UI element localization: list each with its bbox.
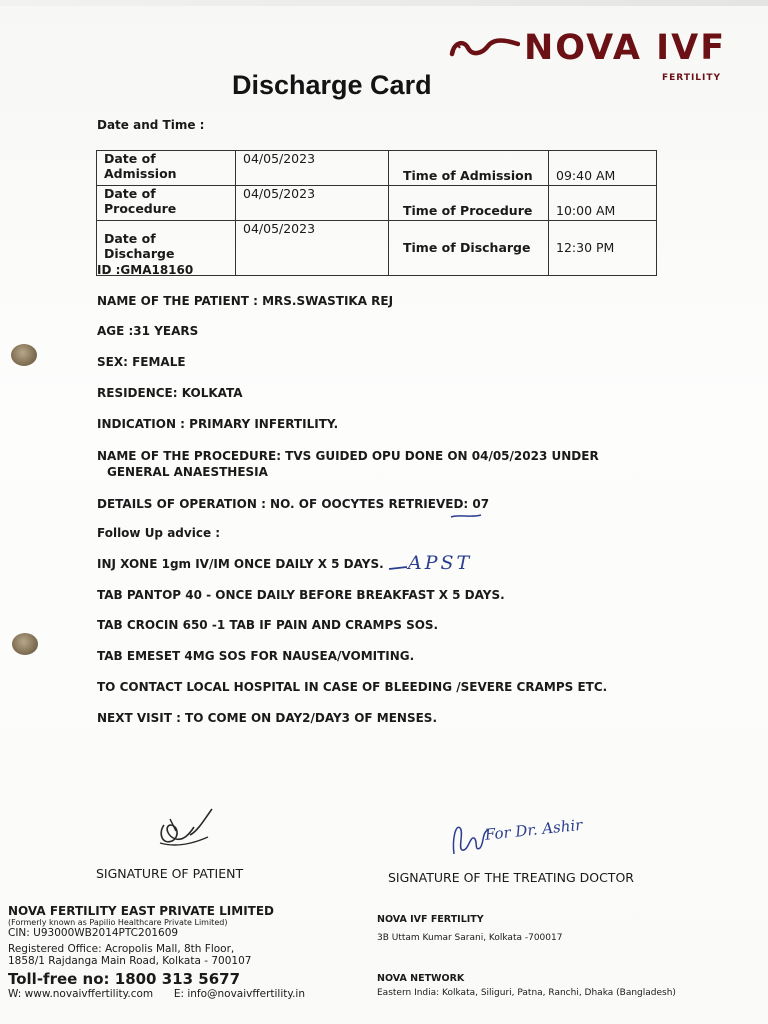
- table-cell-value: 04/05/2023: [236, 221, 389, 276]
- follow-up-item: NEXT VISIT : TO COME ON DAY2/DAY3 OF MENSES.: [97, 711, 438, 725]
- patient-name: NAME OF THE PATIENT : MRS.SWASTIKA REJ: [97, 294, 394, 308]
- doctor-signature-mark: [448, 818, 490, 858]
- footer-email: E: info@novaivffertility.in: [173, 988, 305, 1000]
- punch-hole: [11, 344, 37, 366]
- follow-up-heading: Follow Up advice :: [97, 526, 221, 540]
- table-cell-label: Date of Procedure: [97, 186, 236, 221]
- table-cell-label: Date of Discharge: [97, 221, 236, 276]
- footer-office-line-2: 1858/1 Rajdanga Main Road, Kolkata - 700107: [8, 955, 252, 967]
- table-cell-value: 04/05/2023: [236, 151, 389, 186]
- date-time-label: Date and Time :: [97, 118, 205, 132]
- doctor-signature-caption: SIGNATURE OF THE TREATING DOCTOR: [388, 870, 634, 885]
- table-cell-label: Time of Procedure: [389, 186, 549, 221]
- patient-signature-caption: SIGNATURE OF PATIENT: [96, 866, 244, 881]
- doctor-signature-handwriting: For Dr. Ashir: [484, 815, 584, 844]
- logo-sub-text: FERTILITY: [662, 73, 722, 83]
- handwritten-note: APST: [408, 552, 473, 574]
- follow-up-item: TAB PANTOP 40 - ONCE DAILY BEFORE BREAKFAST X 5 DAYS.: [97, 588, 505, 602]
- date-time-table: [96, 150, 657, 276]
- footer-right-network: Eastern India: Kolkata, Siliguri, Patna, Ranchi, Dhaka (Bangladesh): [377, 988, 676, 998]
- follow-up-item: TAB CROCIN 650 -1 TAB IF PAIN AND CRAMPS SOS.: [97, 618, 439, 632]
- patient-signature: [150, 805, 218, 853]
- table-row: [97, 151, 657, 186]
- footer-cin: CIN: U93000WB2014PTC201609: [8, 927, 179, 939]
- logo-swirl-icon: [448, 34, 520, 60]
- handwritten-dash: [387, 563, 409, 573]
- table-cell-value: 09:40 AM: [549, 151, 657, 186]
- table-row: [97, 186, 657, 221]
- patient-sex: SEX: FEMALE: [97, 355, 186, 369]
- footer-company-name: NOVA FERTILITY EAST PRIVATE LIMITED: [8, 904, 275, 918]
- footer-right-heading-2: NOVA NETWORK: [377, 973, 465, 984]
- punch-hole: [12, 633, 38, 655]
- table-cell-label: Time of Admission: [389, 151, 549, 186]
- footer-network-info: [377, 914, 676, 998]
- table-cell-value: 04/05/2023: [236, 186, 389, 221]
- follow-up-item: TAB EMESET 4MG SOS FOR NAUSEA/VOMITING.: [97, 649, 415, 663]
- footer-right-address: 3B Uttam Kumar Sarani, Kolkata -700017: [377, 933, 563, 943]
- table-cell-value: 12:30 PM: [549, 221, 657, 276]
- paper-top-edge: [0, 0, 768, 6]
- footer-web: W: www.novaivffertility.com: [8, 988, 154, 1000]
- patient-age: AGE :31 YEARS: [97, 324, 199, 338]
- footer-office-line-1: Registered Office: Acropolis Mall, 8th Floor,: [8, 943, 235, 955]
- patient-indication: INDICATION : PRIMARY INFERTILITY.: [97, 417, 339, 431]
- table-cell-label: Date of Admission: [97, 151, 236, 186]
- nova-ivf-logo: [448, 28, 748, 88]
- operation-details: DETAILS OF OPERATION : NO. OF OOCYTES RETRIEVED: 07: [97, 497, 490, 511]
- footer-company-info: [8, 904, 305, 1000]
- follow-up-item: TO CONTACT LOCAL HOSPITAL IN CASE OF BLEEDING /SEVERE CRAMPS ETC.: [97, 680, 608, 694]
- procedure-line-2: GENERAL ANAESTHESIA: [107, 465, 268, 479]
- table-cell-label: Time of Discharge: [389, 221, 549, 276]
- patient-residence: RESIDENCE: KOLKATA: [97, 386, 243, 400]
- logo-brand-text: NOVA IVF: [524, 28, 727, 68]
- page-title: Discharge Card: [232, 70, 432, 100]
- handwritten-underline: [449, 512, 483, 520]
- footer-tollfree: Toll-free no: 1800 313 5677: [8, 970, 241, 988]
- table-cell-value: 10:00 AM: [549, 186, 657, 221]
- footer-right-heading-1: NOVA IVF FERTILITY: [377, 914, 484, 925]
- footer-contact-row: [8, 988, 305, 1000]
- procedure-line-1: NAME OF THE PROCEDURE: TVS GUIDED OPU DONE ON 04/05/2023 UNDER: [97, 449, 599, 463]
- footer-formerly: (Formerly known as Papilio Healthcare Private Limited): [8, 918, 228, 927]
- follow-up-item: INJ XONE 1gm IV/IM ONCE DAILY X 5 DAYS.: [97, 557, 384, 571]
- patient-id: ID :GMA18160: [97, 263, 194, 277]
